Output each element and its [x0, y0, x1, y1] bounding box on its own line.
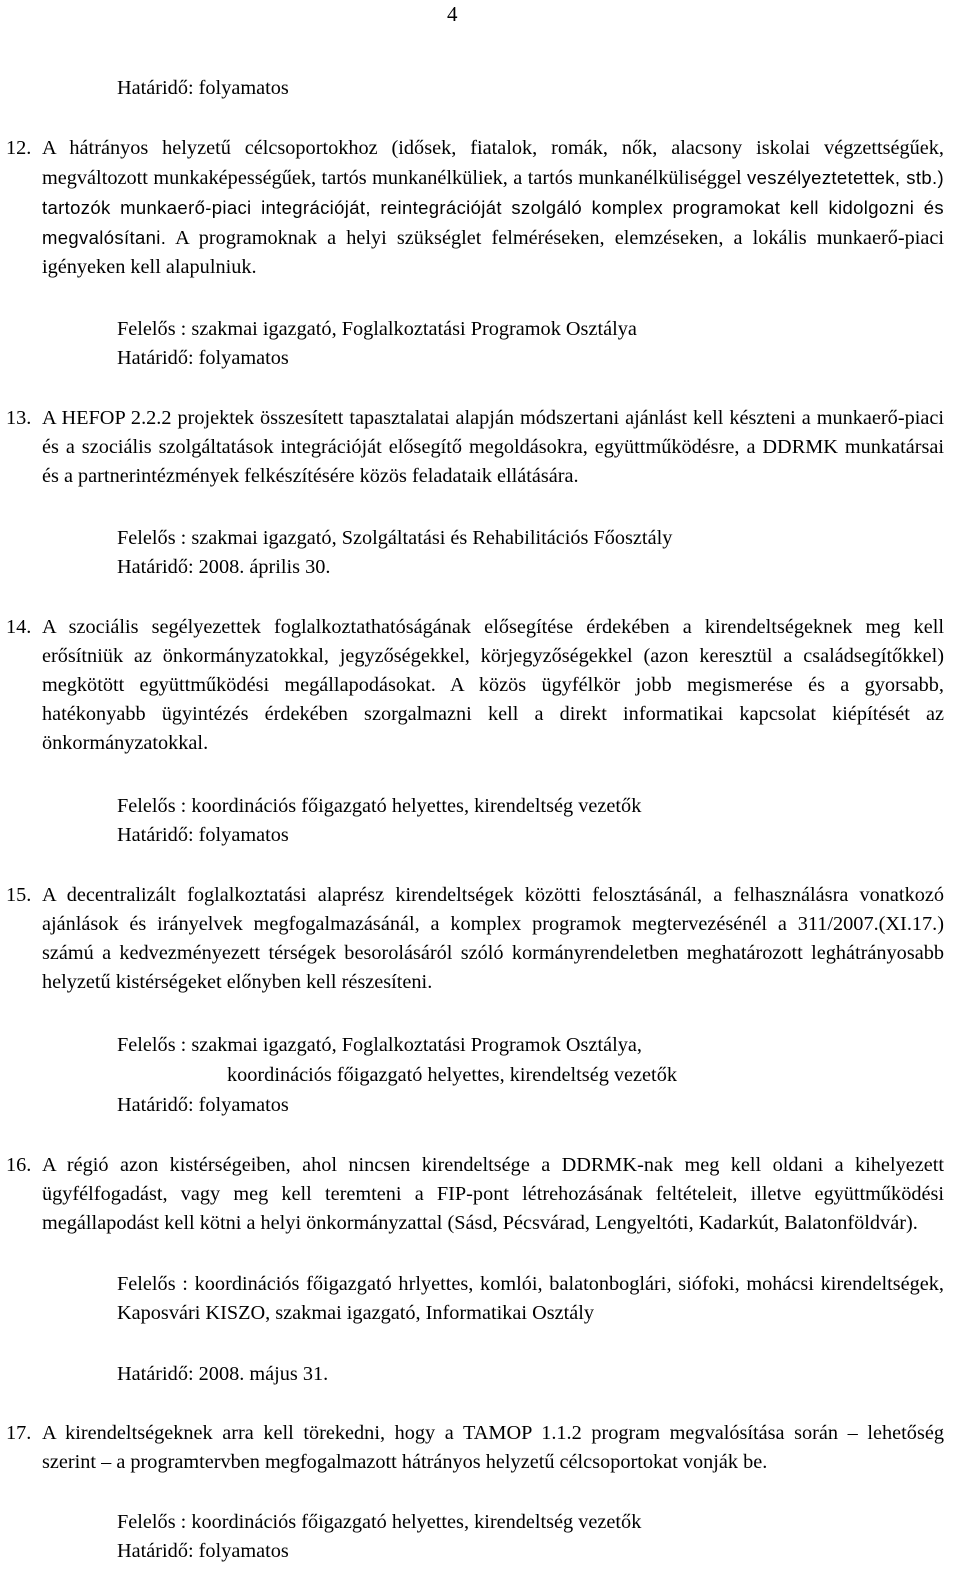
item-number: 15. — [6, 884, 32, 906]
responsible: Felelős : szakmai igazgató, Foglalkoztatási Programok Osztálya, — [117, 1034, 642, 1056]
item-text-serif-end: A programoknak a helyi szükséglet felméréseken, elemzéseken, a lokális munkaerő-piaci igényeken kell alapulniuk. — [42, 227, 945, 278]
item-text: A régió azon kistérségeiben, ahol nincsen kirendeltsége a DDRMK-nak meg kell oldani a kihelyezett ügyfélfogadást, vagy meg kell teremteni a FIP-pont létrehozásának feltételeit, illetve együttműködési megállapodást kell kötni a helyi önkormányzattal (Sásd, Pécsvárad, Lengyeltóti, Kadarkút, Balatonföldvár). — [42, 1154, 944, 1234]
item-text: A HEFOP 2.2.2 projektek összesített tapasztalatai alapján módszertani ajánlást kell készteni a munkaerő-piaci és a szociális szolgáltatások integrációját elősegítő megoldásokra, együttműködésre, a DDRMK munkatársai és a partnerintézmények felkészítésére közös feladataik ellátására. — [42, 407, 944, 487]
item-text — [42, 134, 944, 282]
item-text-sans: veszélyeztetettek, stb.) tartozók munkaerő-piaci integrációját, reintegrációját szolgáló komplex programokat kell kidolgozni és megvalósítani. — [42, 167, 944, 248]
item-number: 14. — [6, 616, 32, 638]
item-number: 16. — [6, 1154, 32, 1176]
responsible-continued: koordinációs főigazgató helyettes, kirendeltség vezetők — [227, 1064, 677, 1086]
top-deadline: Határidő: folyamatos — [117, 77, 289, 99]
deadline: Határidő: folyamatos — [117, 1540, 289, 1562]
item-number: 12. — [6, 137, 32, 159]
deadline: Határidő: folyamatos — [117, 824, 289, 846]
item-number: 17. — [6, 1422, 32, 1444]
deadline: Határidő: 2008. április 30. — [117, 556, 331, 578]
item-text: A kirendeltségeknek arra kell törekedni, hogy a TAMOP 1.1.2 program megvalósítása során – lehetőség szerint – a programtervben megfogalmazott hátrányos helyzetű célcsoportokat vonják be. — [42, 1422, 944, 1473]
page-number: 4 — [447, 2, 458, 26]
responsible: Felelős : szakmai igazgató, Foglalkoztatási Programok Osztálya — [117, 318, 637, 340]
deadline: Határidő: folyamatos — [117, 347, 289, 369]
item-text: A szociális segélyezettek foglalkoztathatóságának elősegítése érdekében a kirendeltségeknek meg kell erősítniük az önkormányzatokkal, jegyzőségekkel, körjegyzőségekkel (azon keresztül a családsegítőkkel) megkötött együttműködési megállapodásokat. A közös ügyfélkör jobb megismerése és a gyorsabb, hatékonyabb ügyintézés érdekében szorgalmazni kell a direkt informatikai kapcsolat kiépítését az önkormányzatokkal. — [42, 616, 944, 754]
responsible: Felelős : koordinációs főigazgató hrlyettes, komlói, balatonboglári, siófoki, mohácsi kirendeltségek, Kaposvári KISZO, szakmai igazgató, Informatikai Osztály — [117, 1273, 944, 1324]
responsible: Felelős : szakmai igazgató, Szolgáltatási és Rehabilitációs Főosztály — [117, 527, 673, 549]
item-text-serif-start: A hátrányos helyzetű célcsoportokhoz (idősek, fiatalok, romák, nők, alacsony iskolai végzettségűek, megváltozott munkaképességűek, tartós munkanélküliek, a tartós munkanélküliséggel — [42, 137, 944, 189]
responsible: Felelős : koordinációs főigazgató helyettes, kirendeltség vezetők — [117, 795, 642, 817]
item-number: 13. — [6, 407, 32, 429]
item-text: A decentralizált foglalkoztatási alaprész kirendeltségek közötti felosztásánál, a felhasználásra vonatkozó ajánlások és irányelvek megfogalmazásánál, a komplex programok megtervezésénél a 311/2007.(XI.17.) számú a kedvezményezett térségek besorolásáról szóló kormányrendeletben meghatározott leghátrányosabb helyzetű kistérségeket előnyben kell részesíteni. — [42, 884, 944, 993]
deadline: Határidő: folyamatos — [117, 1094, 289, 1116]
deadline: Határidő: 2008. május 31. — [117, 1363, 329, 1385]
responsible: Felelős : koordinációs főigazgató helyettes, kirendeltség vezetők — [117, 1511, 642, 1533]
